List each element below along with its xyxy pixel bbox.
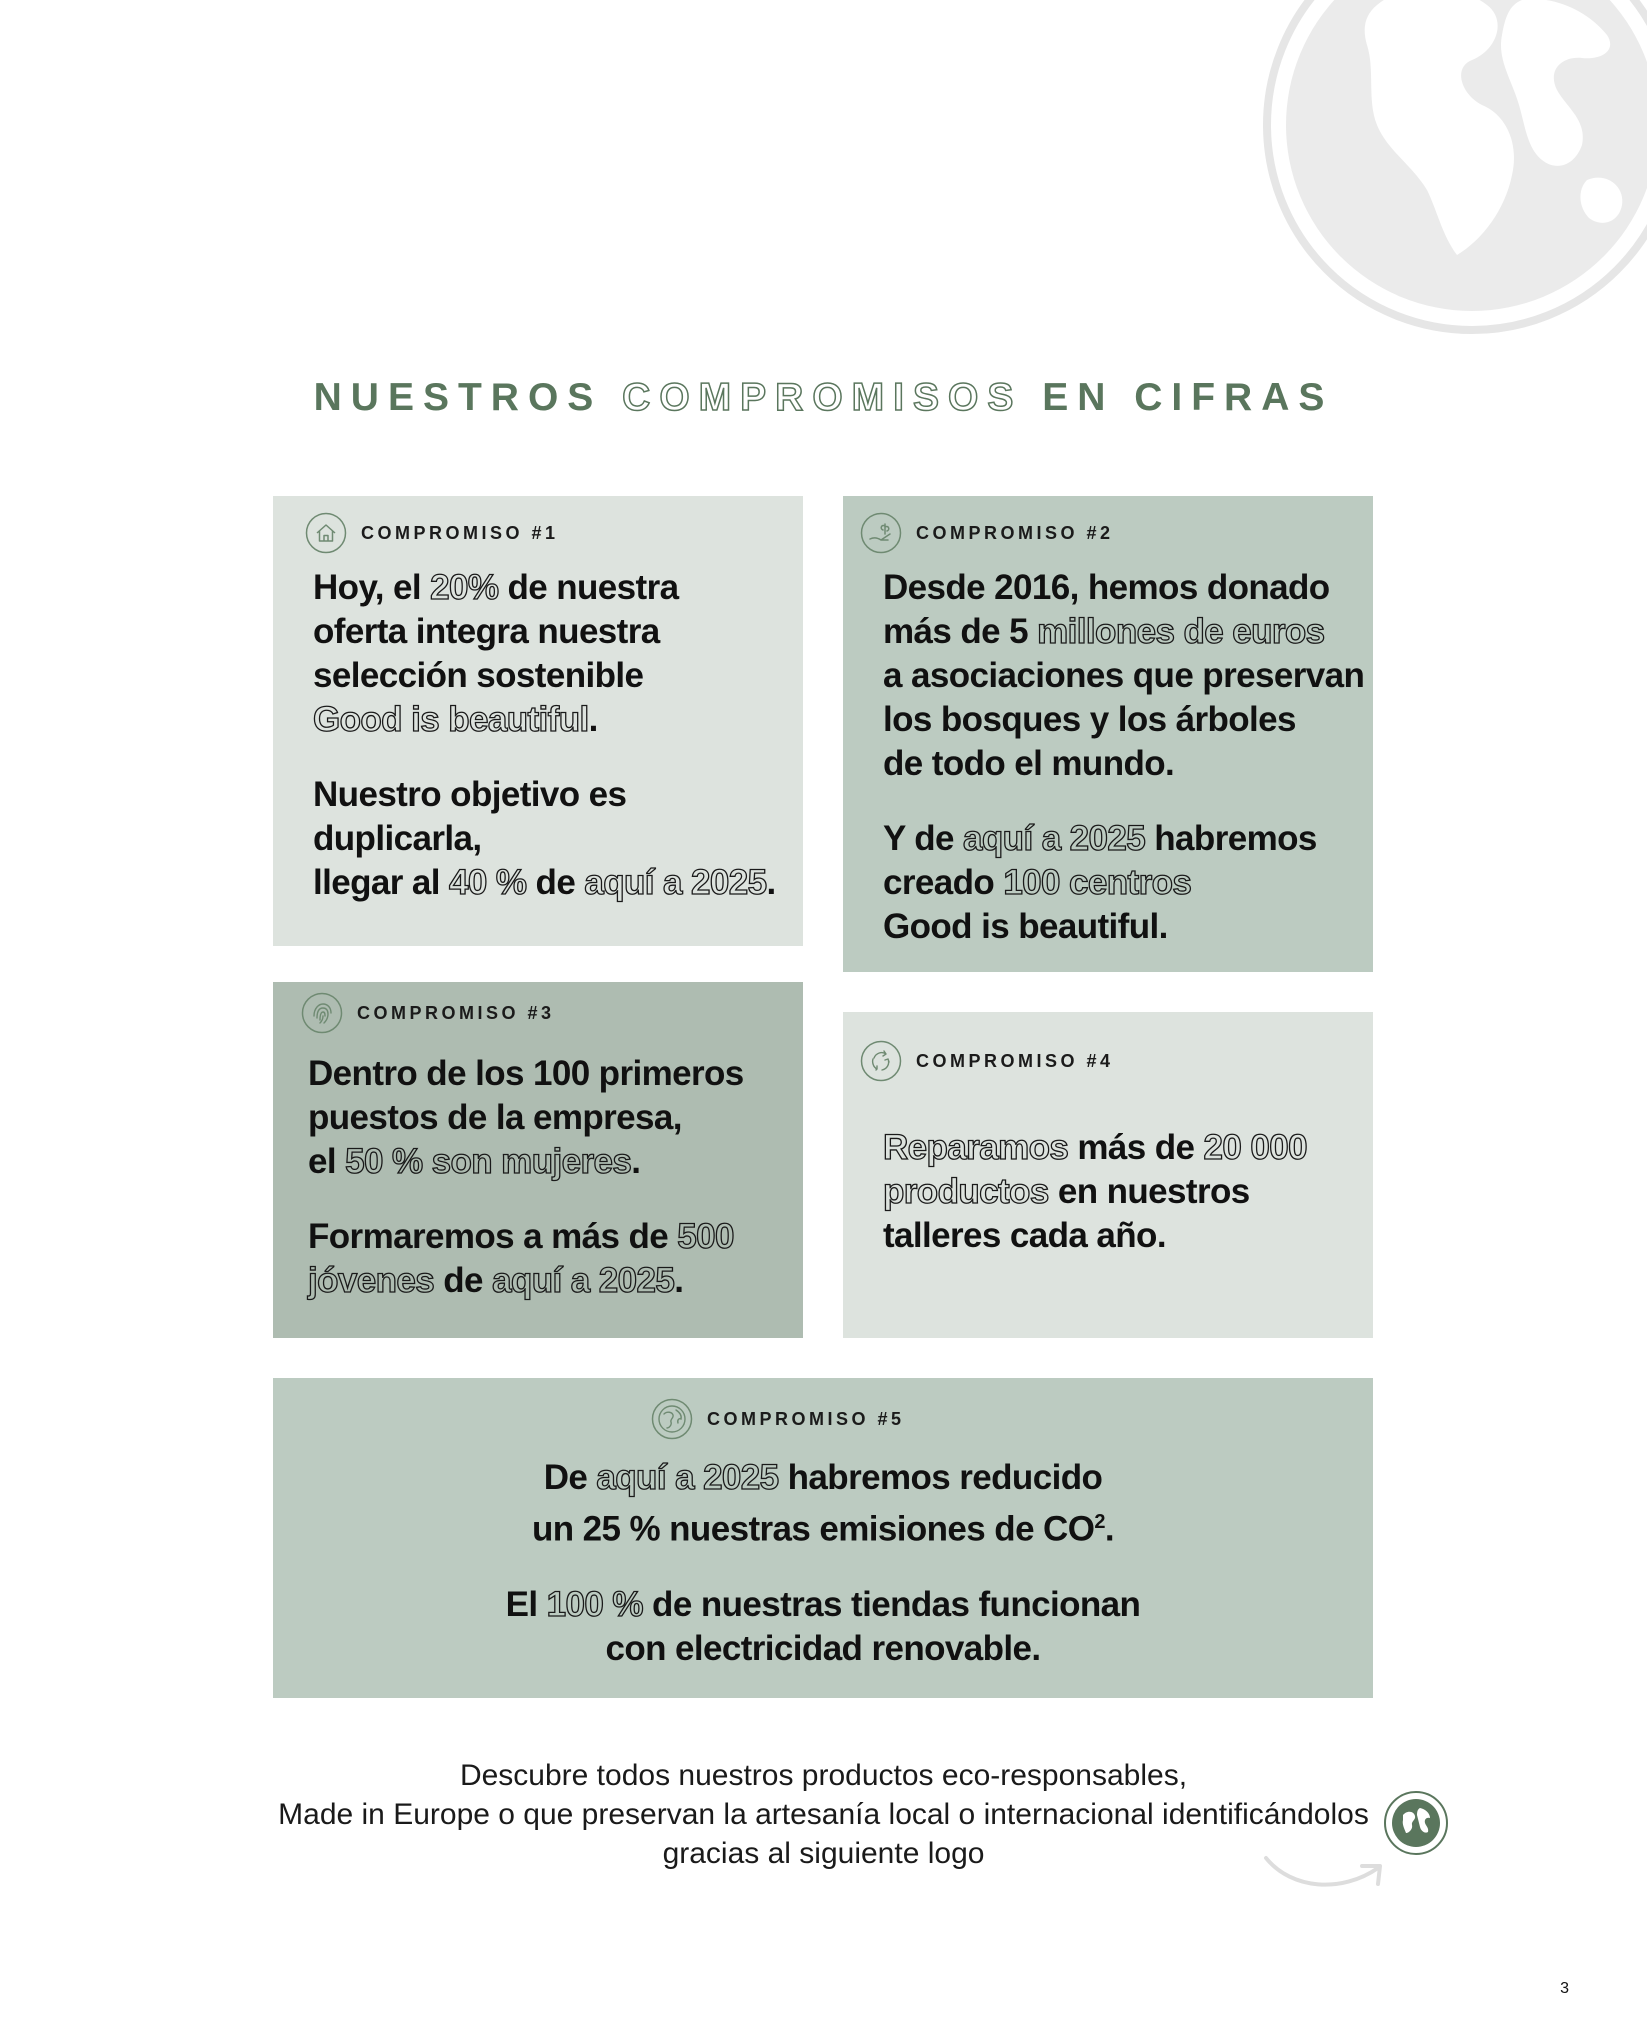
outlined-text-run: millones de euros	[1037, 612, 1325, 651]
footer-line: Descubre todos nuestros productos eco-responsables,	[459, 1759, 1188, 1792]
commitment-card-3	[273, 982, 803, 1338]
globe-icon	[651, 1398, 693, 1440]
home-icon	[305, 512, 347, 554]
card-header	[651, 1398, 905, 1440]
text-run: El	[505, 1584, 547, 1624]
outlined-text-run: Reparamos	[883, 1128, 1069, 1167]
text-run: en nuestros	[1048, 1172, 1250, 1211]
card-text	[273, 1456, 1373, 1671]
card-header	[301, 992, 555, 1034]
text-run: Formaremos a más de	[308, 1217, 678, 1256]
card-paragraph	[273, 1583, 1373, 1671]
card-paragraph	[883, 1126, 1307, 1258]
text-run: más de	[1068, 1128, 1204, 1167]
text-run: Desde 2016, hemos donado	[883, 568, 1330, 607]
text-run: habremos reducido	[778, 1458, 1103, 1497]
outlined-text-run: 20 000	[1203, 1128, 1307, 1167]
text-run: a asociaciones que preservan	[883, 656, 1365, 695]
text-run: con electricidad renovable.	[605, 1628, 1041, 1668]
text-run: de todo el mundo.	[883, 744, 1175, 783]
card-text	[308, 1052, 744, 1303]
text-run: .	[631, 1142, 641, 1181]
commitment-card-4	[843, 1012, 1373, 1338]
fingerprint-icon	[301, 992, 343, 1034]
card-label: COMPROMISO #1	[361, 522, 559, 543]
text-run: Nuestro objetivo es duplicarla,	[313, 775, 627, 858]
outlined-text-run: aquí a 2025	[596, 1458, 779, 1497]
text-run: de nuestra	[498, 568, 679, 607]
title-part-3: EN CIFRAS	[1042, 376, 1334, 419]
outlined-text-run: aquí a 2025	[963, 819, 1146, 858]
commitment-card-2	[843, 496, 1373, 972]
outlined-text-run: aquí a 2025	[492, 1261, 675, 1300]
text-run: más de 5	[883, 612, 1038, 651]
text-run: Hoy, el	[313, 568, 431, 607]
text-run: De	[543, 1458, 597, 1497]
page-number: 3	[1560, 1980, 1569, 1997]
text-run: de	[526, 863, 585, 902]
commitment-card-1	[273, 496, 803, 946]
recycle-icon	[860, 1040, 902, 1082]
text-run: puestos de la empresa,	[308, 1098, 682, 1137]
outlined-text-run: Good is beautiful	[313, 700, 589, 739]
card-label: COMPROMISO #5	[707, 1408, 905, 1429]
text-run: Y de	[883, 819, 964, 858]
text-run: .	[588, 700, 598, 739]
superscript: 2	[1094, 1511, 1105, 1533]
text-run: selección sostenible	[313, 656, 644, 695]
outlined-text-run: productos	[883, 1172, 1049, 1211]
footer-line: gracias al siguiente logo	[662, 1837, 985, 1870]
text-run: el	[308, 1142, 346, 1181]
globe-watermark-icon	[1257, 0, 1647, 340]
card-label: COMPROMISO #4	[916, 1050, 1114, 1071]
outlined-text-run: 40 %	[449, 863, 527, 902]
text-run: creado	[883, 863, 1004, 902]
text-run: .	[766, 863, 776, 902]
text-run: de nuestras tiendas funcionan	[642, 1584, 1141, 1624]
card-text	[883, 1126, 1307, 1258]
text-run: Dentro de los 100 primeros	[308, 1054, 744, 1093]
title-part-1: NUESTROS	[313, 376, 603, 419]
card-paragraph	[308, 1052, 744, 1184]
text-run: .	[1104, 1509, 1115, 1549]
text-run: oferta integra nuestra	[313, 612, 660, 651]
card-paragraph	[273, 1456, 1373, 1552]
outlined-text-run: 100 centros	[1003, 863, 1192, 902]
text-run: habremos	[1145, 819, 1317, 858]
card-header	[860, 1040, 1114, 1082]
card-paragraph	[313, 773, 803, 905]
card-label: COMPROMISO #2	[916, 522, 1114, 543]
footer-line: Made in Europe o que preservan la artesanía local o internacional identificándolos	[278, 1798, 1369, 1831]
outlined-text-run: 100 %	[546, 1584, 643, 1624]
card-label: COMPROMISO #3	[357, 1002, 555, 1023]
page-title	[0, 376, 1647, 420]
text-run: un 25 % nuestras emisiones de CO	[531, 1509, 1095, 1549]
text-run: talleres cada año.	[883, 1216, 1166, 1255]
card-paragraph	[308, 1215, 744, 1303]
text-run: los bosques y los árboles	[883, 700, 1296, 739]
commitment-card-5	[273, 1378, 1373, 1698]
text-run: llegar al	[313, 863, 450, 902]
card-text	[313, 566, 803, 905]
curved-arrow-icon	[1262, 1838, 1392, 1900]
text-run: Good is beautiful.	[883, 907, 1168, 946]
eco-globe-logo-icon	[1383, 1790, 1449, 1856]
tree-hand-icon	[860, 512, 902, 554]
outlined-text-run: 500	[677, 1217, 734, 1256]
text-run: .	[674, 1261, 684, 1300]
outlined-text-run: 20%	[430, 568, 499, 607]
title-part-2-outlined: COMPROMISOS	[622, 376, 1023, 419]
card-header	[305, 512, 559, 554]
card-paragraph	[883, 817, 1364, 949]
card-header	[860, 512, 1114, 554]
outlined-text-run: aquí a 2025	[584, 863, 767, 902]
outlined-text-run: jóvenes	[308, 1261, 435, 1300]
card-paragraph	[313, 566, 803, 742]
card-paragraph	[883, 566, 1364, 786]
text-run: de	[434, 1261, 493, 1300]
outlined-text-run: 50 % son mujeres	[345, 1142, 632, 1181]
card-text	[883, 566, 1364, 949]
